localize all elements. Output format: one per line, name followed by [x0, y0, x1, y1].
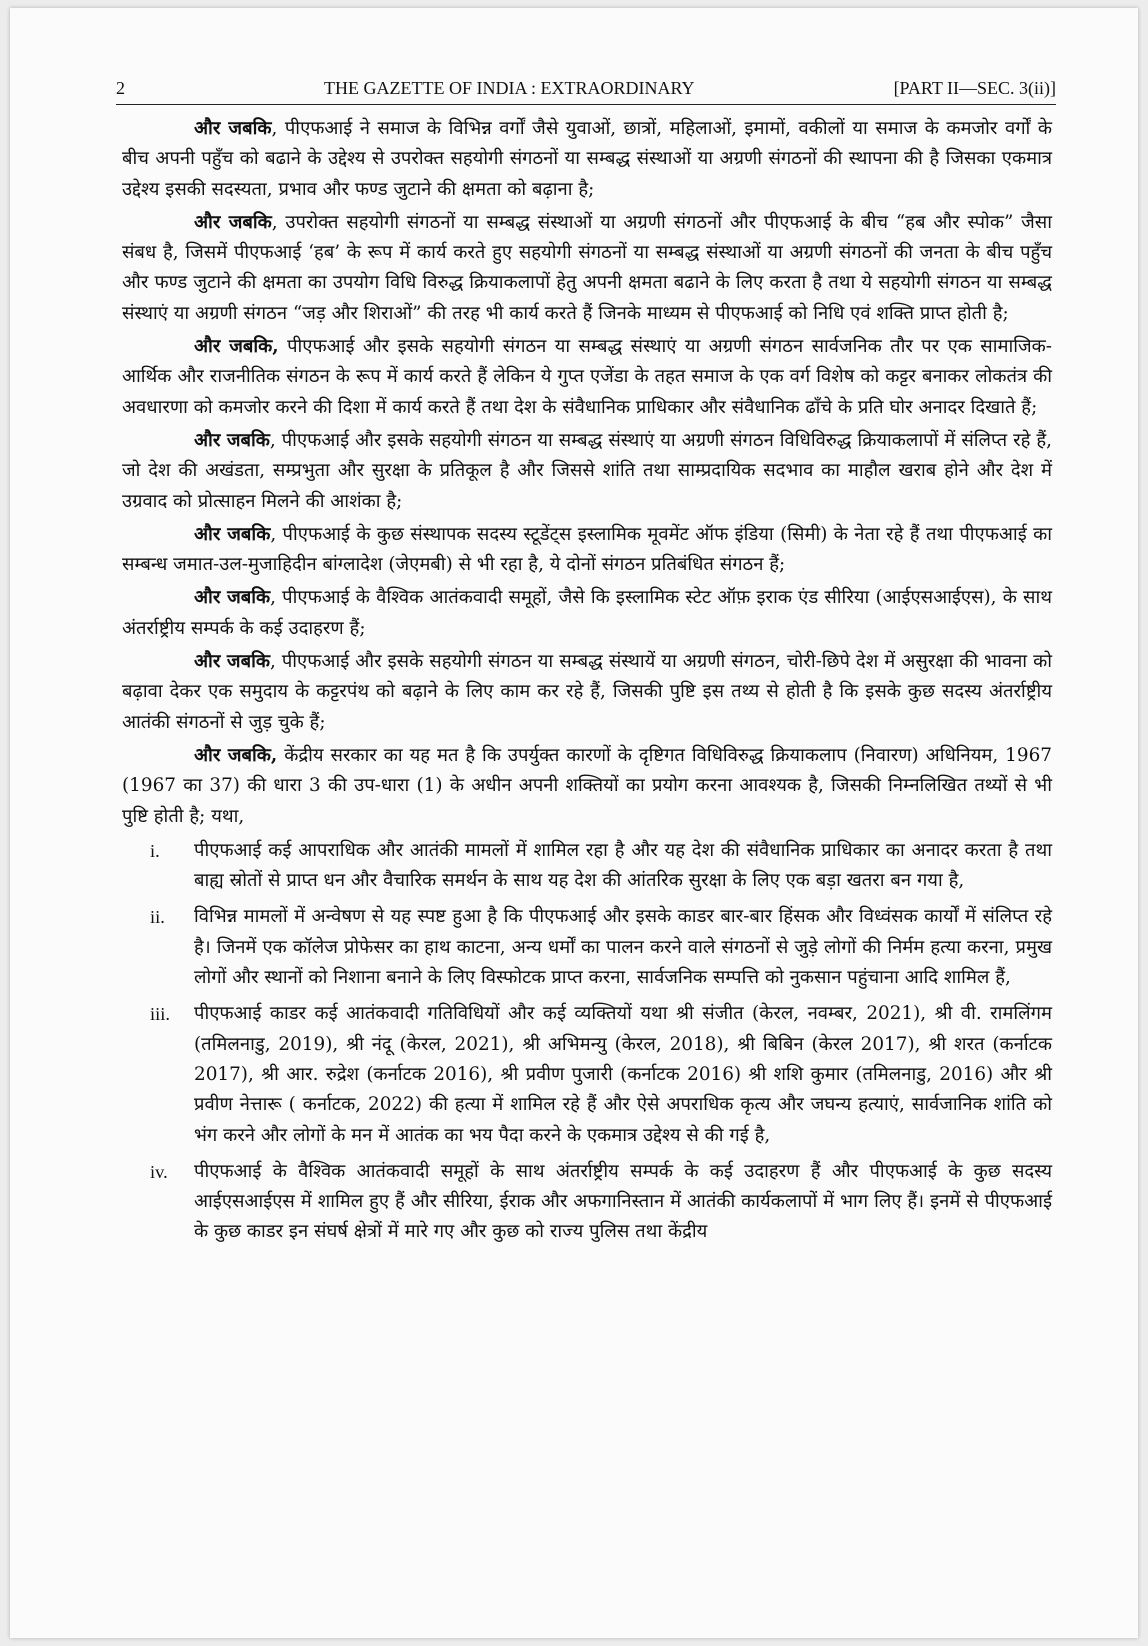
paragraph-text: केंद्रीय सरकार का यह मत है कि उपर्युक्त कारणों के दृष्टिगत विधिविरुद्ध क्रियाकलाप (निवारण) अधिनियम, 1967 (1967 का 37) की धारा 3 की उप-धारा (1) के अधीन अपनी शक्तियों का प्रयोग करना आवश्यक है, जिसकी निम्नलिखित तथ्यों से भी पुष्टि होती है; यथा, [122, 744, 1052, 827]
page-number: 2 [116, 78, 125, 98]
paragraph-lead: और जबकि, [194, 336, 279, 358]
paragraph-lead: और जबकि, [194, 744, 278, 766]
header-divider [116, 104, 1056, 105]
list-number: iv. [150, 1161, 168, 1182]
list-number: ii. [150, 907, 165, 928]
paragraph-text: , पीएफआई ने समाज के विभिन्न वर्गों जैसे युवाओं, छात्रों, महिलाओं, इमामों, वकीलों या समाज के कमजोर वर्गों के बीच अपनी पहुँच को बढाने के उद्देश्य से उपरोक्त सहयोगी संगठनों या सम्बद्ध संस्थाओं या अग्रणी संगठनों की स्थापना की है जिसका एकमात्र उद्देश्य इसकी सदस्यता, प्रभाव और फण्ड जुटाने की क्षमता को बढ़ाना है; [122, 118, 1052, 200]
list-item [122, 1157, 1052, 1248]
list-item-text: पीएफआई के वैश्विक आतंकवादी समूहों के साथ अंतर्राष्ट्रीय सम्पर्क के कई उदाहरण हैं और पीएफआई के कुछ सदस्य आईएसआईएस में शामिल हुए हैं और सीरिया, ईराक और अफगानिस्तान में आतंकी कार्यकलापों में भाग लिए हैं। इनमें से पीएफआई के कुछ काडर इन संघर्ष क्षेत्रों में मारे गए और कुछ को राज्य पुलिस तथा केंद्रीय [194, 1160, 1052, 1243]
paragraph-lead: और जबकि [194, 651, 270, 673]
paragraph-text: , पीएफआई के वैश्विक आतंकवादी समूहों, जैसे कि इस्लामिक स्टेट ऑफ़ इराक एंड सीरिया (आईएसआईएस), के साथ अंतर्राष्ट्रीय सम्पर्क के कई उदाहरण हैं; [122, 587, 1052, 639]
list-item [122, 902, 1052, 993]
paragraph [122, 647, 1052, 738]
paragraph [122, 426, 1052, 517]
paragraph-lead: और जबकि [194, 587, 271, 609]
paragraph [122, 583, 1052, 644]
paragraph-lead: और जबकि [194, 523, 271, 545]
list-number: iii. [150, 1004, 170, 1025]
paragraph-lead: और जबकि [194, 211, 272, 233]
list-item [122, 836, 1052, 897]
section-label: [PART II—SEC. 3(ii)] [893, 78, 1056, 98]
paragraph [122, 114, 1052, 205]
paragraph-lead: और जबकि [194, 429, 270, 451]
list-number: i. [150, 840, 160, 861]
list-item [122, 999, 1052, 1150]
gazette-title: THE GAZETTE OF INDIA : EXTRAORDINARY [324, 78, 695, 98]
paragraph-text: , पीएफआई और इसके सहयोगी संगठन या सम्बद्ध संस्थायें या अग्रणी संगठन, चोरी-छिपे देश में असुरक्षा की भावना को बढ़ावा देकर एक समुदाय के कट्टरपंथ को बढ़ाने के लिए काम कर रहे हैं, जिसकी पुष्टि इस तथ्य से होती है कि इसके कुछ सदस्य अंतर्राष्ट्रीय आतंकी संगठनों से जुड़ चुके हैं; [122, 651, 1052, 733]
paragraph-text: पीएफआई और इसके सहयोगी संगठन या सम्बद्ध संस्थाएं या अग्रणी संगठन सार्वजनिक तौर पर एक सामाजिक-आर्थिक और राजनीतिक संगठन के रूप में कार्य करते हैं लेकिन ये गुप्त एजेंडा के तहत समाज के एक वर्ग विशेष को कट्टर बनाकर लोकतंत्र की अवधारणा को कमजोर करने की दिशा में कार्य करते हैं तथा देश के संवैधानिक प्राधिकार और संवैधानिक ढाँचे के प्रति घोर अनादर दिखाते हैं; [122, 336, 1052, 418]
paragraph [122, 332, 1052, 423]
paragraph [122, 208, 1052, 329]
paragraph-text: , उपरोक्त सहयोगी संगठनों या सम्बद्ध संस्थाओं या अग्रणी संगठनों और पीएफआई के बीच “हब और स्पोक” जैसा संबध है, जिसमें पीएफआई ‘हब’ के रूप में कार्य करते हुए सहयोगी संगठनों या सम्बद्ध संस्थाओं या अग्रणी संगठनों की जनता के बीच पहुँच और फण्ड जुटाने की क्षमता का उपयोग विधि विरुद्ध क्रियाकलापों हेतु अपनी क्षमता बढाने के लिए करता है तथा ये सहयोगी संगठन या सम्बद्ध संस्थाएं या अग्रणी संगठन “जड़ और शिराओं” की तरह भी कार्य करते हैं जिनके माध्यम से पीएफआई को निधि एवं शक्ति प्राप्त होती है; [122, 211, 1052, 324]
list-item-text: पीएफआई काडर कई आतंकवादी गतिविधियों और कई व्यक्तियों यथा श्री संजीत (केरल, नवम्बर, 2021), श्री वी. रामलिंगम (तमिलनाडु, 2019), श्री नंदू (केरल, 2021), श्री अभिमन्यु (केरल, 2018), श्री बिबिन (केरल 2017), श्री शरत (कर्नाटक 2017), श्री आर. रुद्रेश (कर्नाटक 2016), श्री प्रवीण पुजारी (कर्नाटक 2016) श्री शशि कुमार (तमिलनाडु, 2016) और श्री प्रवीण नेत्तारू ( कर्नाटक, 2022) की हत्या में शामिल रहे हैं और ऐसे अपराधिक कृत्य और जघन्य हत्याएं, सार्वजानिक शांति को भंग करने और लोगों के मन में आतंक का भय पैदा करने के एकमात्र उद्देश्य से की गई है, [194, 1003, 1052, 1146]
list-item-text: विभिन्न मामलों में अन्वेषण से यह स्पष्ट हुआ है कि पीएफआई और इसके काडर बार-बार हिंसक और विध्वंसक कार्यों में संलिप्त रहे है। जिनमें एक कॉलेज प्रोफेसर का हाथ काटना, अन्य धर्मों का पालन करने वाले संगठनों से जुड़े लोगों की निर्मम हत्या करना, प्रमुख लोगों और स्थानों को निशाना बनाने के लिए विस्फोटक प्राप्त करना, सार्वजनिक सम्पत्ति को नुकसान पहुंचाना आदि शामिल हैं, [194, 906, 1052, 989]
gazette-page [10, 8, 1138, 1638]
paragraph-text: , पीएफआई और इसके सहयोगी संगठन या सम्बद्ध संस्थाएं या अग्रणी संगठन विधिविरुद्ध क्रियाकलापों में संलिप्त रहे हैं, जो देश की अखंडता, सम्प्रभुता और सुरक्षा के प्रतिकूल है और जिससे शांति तथा साम्प्रदायिक सदभाव का माहौल खराब होने और देश में उग्रवाद को प्रोत्साहन मिलने की आशंका है; [122, 429, 1052, 512]
paragraph [122, 741, 1052, 832]
paragraph-lead: और जबकि [194, 118, 272, 139]
list-item-text: पीएफआई कई आपराधिक और आतंकी मामलों में शामिल रहा है और यह देश की संवैधानिक प्राधिकार का अनादर करता है तथा बाह्य स्रोतों से प्राप्त धन और वैचारिक समर्थन के साथ यह देश की आंतरिक सुरक्षा के लिए एक बड़ा खतरा बन गया है, [194, 839, 1052, 892]
page-header [116, 78, 1056, 99]
paragraph-text: , पीएफआई के कुछ संस्थापक सदस्य स्टूडेंट्स इस्लामिक मूवमेंट ऑफ इंडिया (सिमी) के नेता रहे हैं तथा पीएफआई का सम्बन्ध जमात-उल-मुजाहिदीन बांग्लादेश (जेएमबी) से भी रहा है, ये दोनों संगठन प्रतिबंधित संगठन हैं; [122, 523, 1052, 576]
paragraph [122, 520, 1052, 581]
document-body [122, 114, 1052, 1254]
